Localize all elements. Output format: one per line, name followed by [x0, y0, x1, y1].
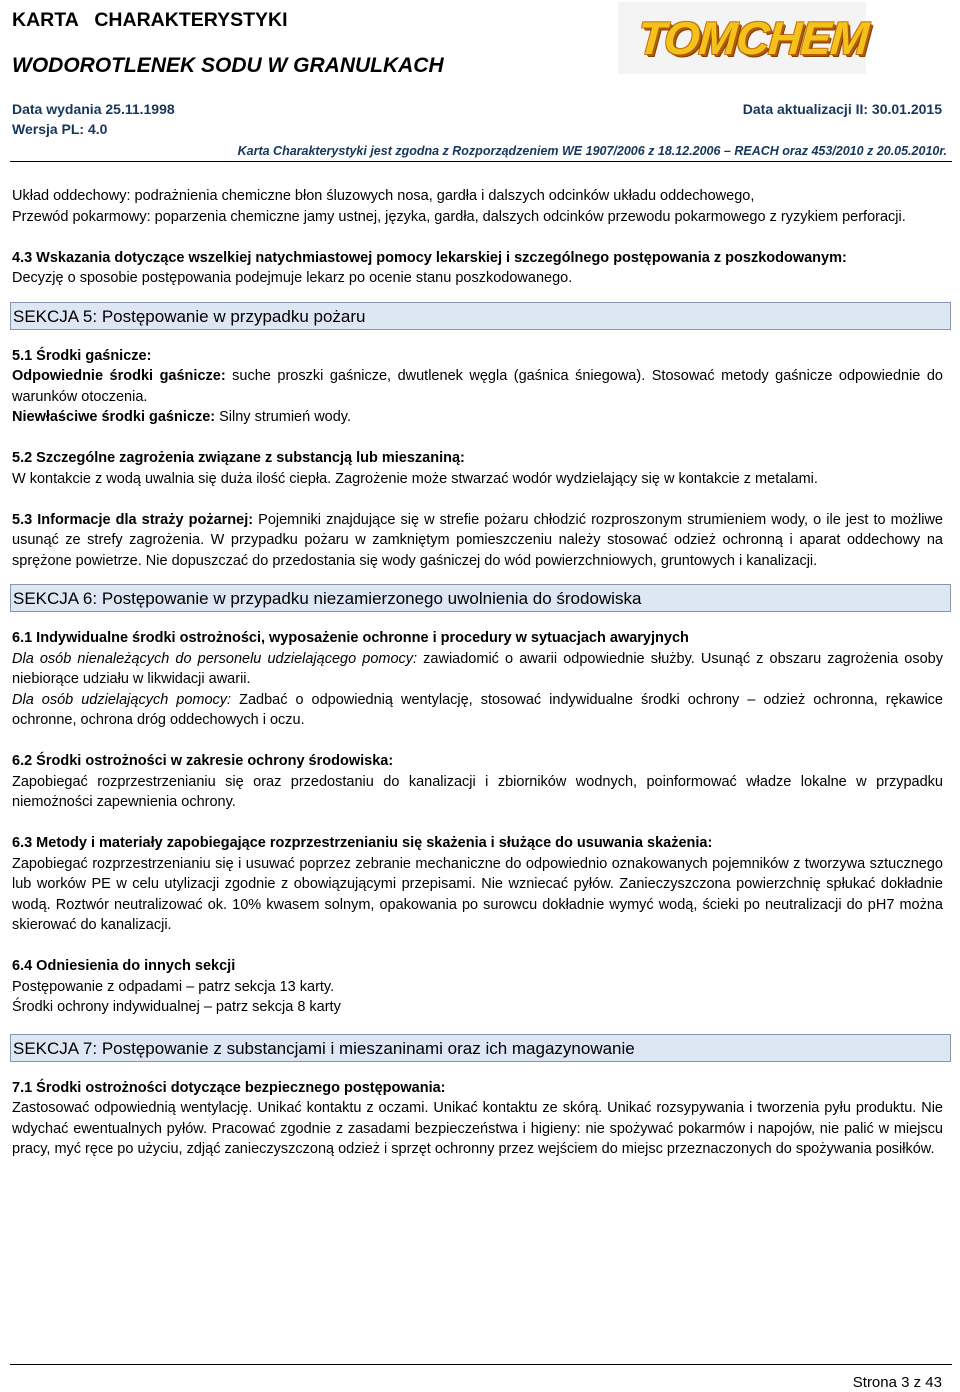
section-6-3-heading: 6.3 Metody i materiały zapobiegające rozprzestrzenianiu się skażenia i służące do usuwania skażenia:: [12, 835, 713, 851]
section-5-3-label: 5.3 Informacje dla straży pożarnej:: [12, 511, 254, 528]
page-number: Strona 3 z 43: [852, 1374, 942, 1391]
section-6-3-text: Zapobiegać rozprzestrzenianiu się i usuwać poprzez zebranie mechaniczne do odpowiednio oznakowanych pojemników z tworzywa sztucznego lub worków PE w celu utylizacji zgodnie z obowiązującymi przepisami. Nie wzniecać pyłów. Zanieczyszczona powierzchnię spłukać dokładnie wodą. Roztwór neutralizować ok. 10% kwasem solnym, opakowania po surowcu dokładnie wymyć wodą, ścieki po neutralizacji do pH7 można skierować do kanalizacji.: [12, 855, 943, 933]
section-7-title: SEKCJA 7: Postępowanie z substancjami i mieszaninami oraz ich magazynowanie: [10, 1034, 951, 1062]
section-6-4-line1: Postępowanie z odpadami – patrz sekcja 13 karty.: [12, 978, 335, 995]
suitable-label: Odpowiednie środki gaśnicze:: [12, 368, 226, 384]
section-6-title: SEKCJA 6: Postępowanie w przypadku niezamierzonego uwolnienia do środowiska: [10, 584, 951, 612]
section-4-3-heading: 4.3 Wskazania dotyczące wszelkiej natychmiastowej pomocy lekarskiej i szczególnego postępowania z poszkodowanym:: [12, 249, 847, 266]
section-6-2-text: Zapobiegać rozprzestrzenianiu się oraz przedostaniu do kanalizacji i zbiorników wodnych, poinformować władze lokalne w przypadku niemożności zapewnienia ochrony.: [12, 773, 943, 810]
product-name: WODOROTLENEK SODU W GRANULKACH: [12, 54, 444, 77]
section-5-title: SEKCJA 5: Postępowanie w przypadku pożaru: [10, 302, 951, 330]
section-7-1-heading: 7.1 Środki ostrożności dotyczące bezpiecznego postępowania:: [12, 1079, 446, 1096]
unsuitable-text: Silny strumień wody.: [215, 409, 352, 425]
respiratory-effects: Układ oddechowy: podrażnienia chemiczne błon śluzowych nosa, gardła i dalszych odcinków układu oddechowego,: [12, 188, 755, 204]
section-6-4-heading: 6.4 Odniesienia do innych sekcji: [12, 958, 236, 974]
section-6-1-b: [12, 690, 943, 731]
section-5-1-suitable: [12, 366, 943, 407]
responders-label: Dla osób udzielających pomocy:: [12, 691, 232, 708]
non-responders-label: Dla osób nienależących do personelu udzielającego pomocy:: [12, 650, 418, 667]
section-6-1-heading: 6.1 Indywidualne środki ostrożności, wyposażenie ochronne i procedury w sytuacjach awaryjnych: [12, 630, 689, 646]
update-date: Data aktualizacji II: 30.01.2015: [742, 101, 942, 117]
section-5-3: [12, 510, 943, 572]
version: Wersja PL: 4.0: [12, 121, 108, 137]
section-5-1-heading: 5.1 Środki gaśnicze:: [12, 347, 152, 364]
header-divider: [10, 161, 952, 162]
digestive-effects: Przewód pokarmowy: poparzenia chemiczne jamy ustnej, języka, gardła, dalszych odcinków przewodu pokarmowego z ryzykiem perforacji.: [12, 208, 906, 225]
section-5-3-text: Pojemniki znajdujące się w strefie pożaru chłodzić rozproszonym strumieniem wody, o ile jest to możliwe usunąć ze strefy zagrożenia. W przypadku pożaru w zamkniętym pomieszczeniu należy stosować odzież ochronną i aparat oddechowy na sprężone powietrze. Nie dopuszczać do przedostania się wody gaśniczej do wód powierzchniowych, gruntowych i kanalizacji.: [12, 511, 943, 569]
section-4-3-text: Decyzję o sposobie postępowania podejmuje lekarz po ocenie stanu poszkodowanego.: [12, 270, 573, 286]
company-logo-text: TOMCHEM: [636, 12, 870, 64]
suitable-text: suche proszki gaśnicze, dwutlenek węgla (gaśnica śniegowa). Stosować metody gaśnicze odpowiednie do warunków otoczenia.: [12, 368, 943, 405]
page-content: [12, 186, 943, 1160]
section-6-4-line2: Środki ochrony indywidualnej – patrz sekcja 8 karty: [12, 999, 341, 1015]
compliance-note: Karta Charakterystyki jest zgodna z Rozporządzeniem WE 1907/2006 z 18.12.2006 – REACH oraz 453/2010 z 20.05.2010r.: [237, 144, 947, 158]
section-6-1-a: [12, 649, 943, 690]
responders-text: Zadbać o odpowiednią wentylację, stosować indywidualne środki ochrony – odzież ochronna, rękawice ochronne, ochrona dróg oddechowych i oczu.: [12, 691, 943, 728]
section-5-2-heading: 5.2 Szczególne zagrożenia związane z substancją lub mieszaniną:: [12, 450, 465, 466]
section-5-1-unsuitable: [12, 407, 943, 428]
footer-divider: [10, 1364, 952, 1365]
section-5-2-text: W kontakcie z wodą uwalnia się duża ilość ciepła. Zagrożenie może stwarzać wodór wydzielający się w kontakcie z metalami.: [12, 470, 818, 487]
issue-date: Data wydania 25.11.1998: [12, 101, 175, 117]
section-7-1-text: Zastosować odpowiednią wentylację. Unikać kontaktu z oczami. Unikać kontaktu ze skórą. Unikać rozsypywania i tworzenia pyłu produktu. Nie wdychać ewentualnych pyłów. Pracować zgodnie z zasadami bezpieczeństwa i higieny: nie spożywać pokarmów i napojów, nie palić w miejscu pracy, myć ręce po użyciu, zdjąć zanieczyszczoną odzież i sprzęt ochronny przez wejściem do miejsc przeznaczonych do spożywania posiłków.: [12, 1100, 943, 1157]
unsuitable-label: Niewłaściwe środki gaśnicze:: [12, 409, 216, 425]
section-6-2-heading: 6.2 Środki ostrożności w zakresie ochrony środowiska:: [12, 753, 394, 769]
document-title: KARTA CHARAKTERYSTYKI: [12, 9, 288, 31]
non-responders-text: zawiadomić o awarii odpowiednie służby. Usunąć z obszaru zagrożenia osoby niebiorące udziału w likwidacji awarii.: [12, 650, 943, 687]
